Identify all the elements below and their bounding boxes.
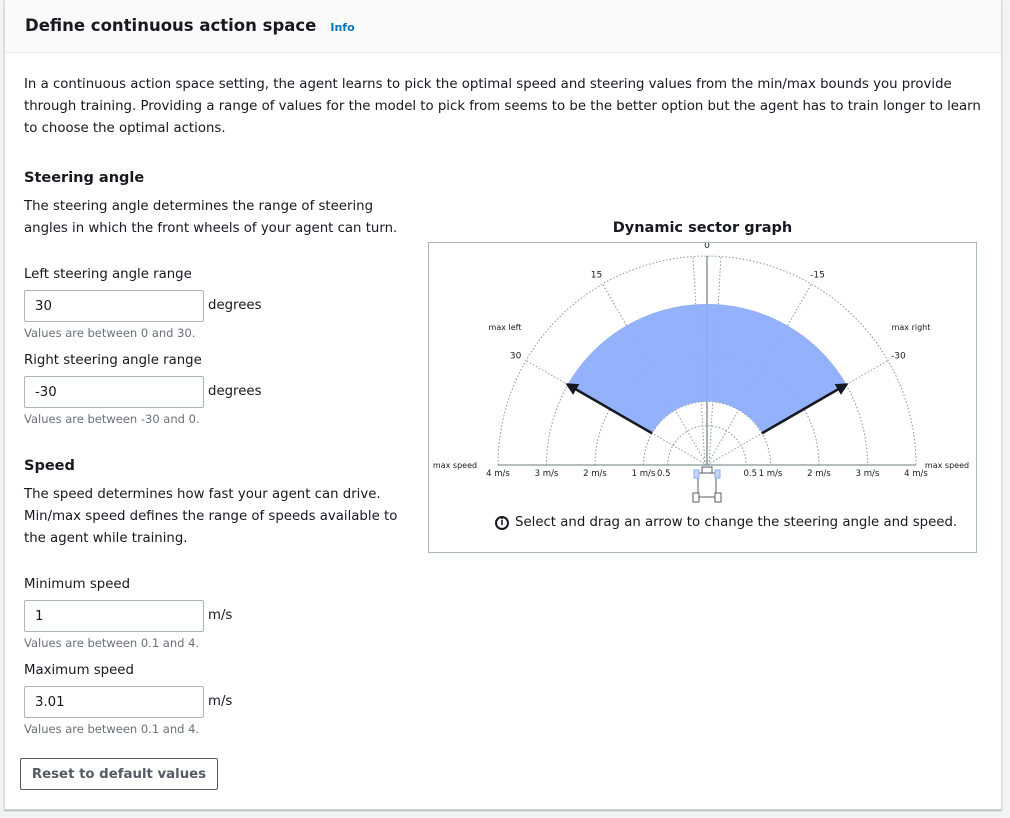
speed-tick-label: 3 m/s (855, 469, 880, 479)
speed-desc: The speed determines how fast your agent can drive. Min/max speed defines the range of speeds available to the agent while training. (24, 487, 398, 546)
speed-tick-label: 1 m/s (758, 469, 783, 479)
info-circle-icon: i (495, 516, 509, 530)
right-steering-hint: Values are between -30 and 0. (24, 412, 200, 426)
right-steering-label: Right steering angle range (24, 353, 202, 368)
right-steering-unit: degrees (208, 384, 262, 399)
left-steering-hint: Values are between 0 and 30. (24, 326, 196, 340)
speed-tick-label: 3 m/s (534, 469, 559, 479)
card-header (5, 0, 1001, 53)
speed-tick-label: 2 m/s (807, 469, 831, 479)
speed-tick-label: 0.5 (743, 469, 758, 479)
min-speed-unit: m/s (208, 608, 233, 623)
angle-tick-label: 30 (509, 351, 522, 362)
steering-desc: The steering angle determines the range of steering angles in which the front wheels of your agent can turn. (24, 199, 398, 236)
graph-title: Dynamic sector graph (612, 220, 793, 236)
left-steering-label: Left steering angle range (24, 267, 192, 282)
max-left-label: max left (488, 323, 522, 332)
speed-tick-label: 2 m/s (583, 469, 607, 479)
sector-graph-svg[interactable] (429, 243, 976, 552)
speed-heading: Speed (24, 458, 75, 474)
max-speed-right-label: max speed (924, 461, 970, 470)
left-steering-unit: degrees (208, 298, 262, 313)
max-speed-hint: Values are between 0.1 and 4. (24, 722, 200, 736)
page-title: Define continuous action space (25, 16, 317, 35)
speed-tick-label: 1 m/s (631, 469, 656, 479)
angle-tick-label: -15 (810, 270, 825, 281)
max-speed-label: Maximum speed (24, 663, 134, 678)
graph-hint (495, 515, 957, 530)
min-speed-input[interactable] (24, 600, 204, 632)
speed-tick-label: 4 m/s (904, 469, 928, 479)
min-speed-hint: Values are between 0.1 and 4. (24, 636, 200, 650)
max-speed-left-label: max speed (432, 461, 478, 470)
angle-tick-label: -30 (891, 351, 906, 362)
steering-heading: Steering angle (24, 170, 145, 186)
info-link[interactable]: Info (330, 21, 355, 34)
max-speed-unit: m/s (208, 694, 233, 709)
angle-tick-label: 15 (590, 270, 603, 281)
reset-defaults-button[interactable]: Reset to default values (20, 758, 218, 790)
min-speed-label: Minimum speed (24, 577, 131, 592)
left-steering-input[interactable] (24, 290, 204, 322)
graph-hint-text: Select and drag an arrow to change the steering angle and speed. (515, 515, 958, 530)
car-icon (693, 467, 721, 502)
intro-text: In a continuous action space setting, the agent learns to pick the optimal speed and steering values from the min/max bounds you provide through training. Providing a range of values for the model to pick from seems to be the better option but the agent has to train longer to learn to choose the optimal actions. (24, 77, 981, 136)
sector-graph[interactable] (428, 242, 977, 553)
max-right-label: max right (891, 323, 931, 332)
right-steering-input[interactable] (24, 376, 204, 408)
max-speed-input[interactable] (24, 686, 204, 718)
speed-tick-label: 4 m/s (486, 469, 510, 479)
angle-tick-label: 0 (704, 243, 710, 251)
speed-tick-label: 0.5 (656, 469, 671, 479)
